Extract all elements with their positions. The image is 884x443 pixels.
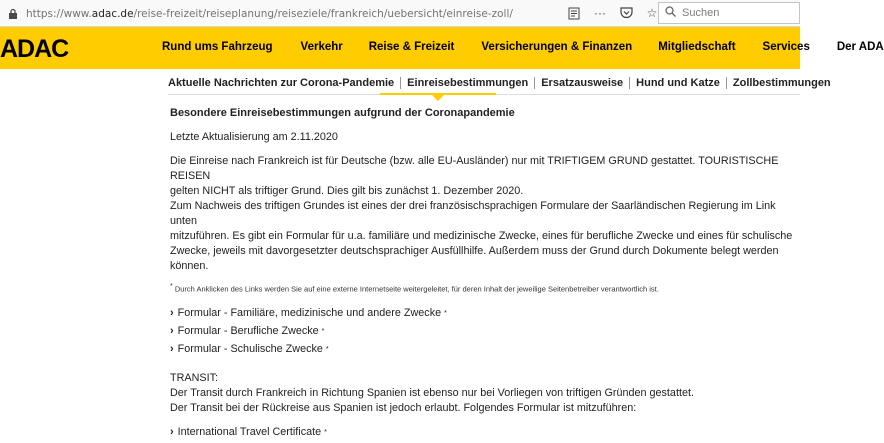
last-update: Letzte Aktualisierung am 2.11.2020 [170, 131, 338, 143]
search-box[interactable] [658, 2, 800, 24]
browser-toolbar [0, 0, 800, 27]
nav-item-services[interactable]: Services [762, 41, 810, 53]
link-form-berufliche[interactable]: › Formular - Berufliche Zwecke * [170, 324, 325, 337]
nav-item-verkehr[interactable]: Verkehr [300, 41, 343, 53]
active-tab-arrow-icon [431, 94, 445, 101]
search-input[interactable] [682, 7, 792, 19]
bookmark-star-icon[interactable]: ☆ [646, 6, 658, 20]
chevron-right-icon: › [170, 342, 174, 355]
chevron-right-icon: › [170, 425, 174, 438]
nav-item-reise-freizeit[interactable]: Reise & Freizeit [368, 41, 455, 53]
transit-text-1: Der Transit durch Frankreich in Richtung Spanien ist ebenso nur bei Vorliegen von triftigen Gründen gestattet. [170, 386, 694, 399]
tab-ersatzausweise[interactable]: Ersatzausweise [535, 77, 630, 89]
reader-view-icon[interactable] [566, 5, 582, 21]
chevron-right-icon: › [170, 324, 174, 337]
sub-nav [168, 74, 837, 92]
transit-heading: TRANSIT: [170, 371, 218, 384]
nav-item-mitgliedschaft[interactable]: Mitgliedschaft [658, 41, 736, 53]
nav-item-versicherungen-finanzen[interactable]: Versicherungen & Finanzen [481, 41, 633, 53]
main-content [170, 104, 795, 443]
section-title: Besondere Einreisebestimmungen aufgrund der Coronapandemie [170, 107, 515, 119]
tab-hund-und-katze[interactable]: Hund und Katze [630, 77, 727, 89]
adac-logo[interactable]: ADAC [0, 35, 69, 63]
main-nav [160, 41, 884, 53]
nav-item-rund-ums-fahrzeug[interactable]: Rund ums Fahrzeug [162, 41, 273, 53]
more-actions-icon[interactable]: ··· [594, 6, 606, 20]
tab-corona-news[interactable]: Aktuelle Nachrichten zur Corona-Pandemie [168, 77, 401, 89]
link-form-schulische[interactable]: › Formular - Schulische Zwecke * [170, 342, 329, 355]
url-text[interactable]: https://www.adac.de/reise-freizeit/reiseplanung/reiseziele/frankreich/uebersicht/einreise-zoll/ [26, 7, 513, 20]
entry-rules-paragraph: Die Einreise nach Frankreich ist für Deutsche (bzw. alle EU-Ausländer) nur mit TRIFTIGEM GRUND gestattet. TOURISTISCHE REISEN gelten NICHT als triftiger Grund. Dies gilt bis zunächst 1. Dezember 2020. Zum Nachweis des triftigen Grundes ist eines der drei französischsprachigen Formulare der Saarländischen Regierung im Link unten mitzuführen. Es gibt ein Formular für u.a. familiäre und medizinische Zwecke, eines für berufliche Zwecke und eines für schulische Zwecke, jeweils mit davorgesetzter deutschsprachiger Ausfüllhilfe. Außerdem muss der Grund durch Dokumente belegt werden können. [170, 155, 793, 272]
nav-item-der-adac[interactable]: Der ADA [836, 41, 884, 53]
external-link-footnote: * Durch Anklicken des Links werden Sie auf eine externe Internetseite weitergeleitet, für deren Inhalt der jeweilige Seitenbetreiber verantwortlich ist. [170, 283, 659, 294]
tab-einreisebestimmungen[interactable]: Einreisebestimmungen [401, 77, 535, 89]
link-international-travel-certificate[interactable]: › International Travel Certificate * [170, 425, 327, 438]
pocket-icon[interactable] [618, 5, 634, 21]
tab-zollbestimmungen[interactable]: Zollbestimmungen [732, 77, 831, 89]
form-links [170, 306, 795, 357]
address-bar[interactable] [6, 3, 646, 24]
chevron-right-icon: › [170, 306, 174, 319]
lock-icon [6, 7, 20, 21]
site-header [0, 27, 884, 69]
transit-text-2: Der Transit bei der Rückreise aus Spanien ist jedoch erlaubt. Folgendes Formular ist mitzuführen: [170, 401, 637, 414]
link-form-familiar[interactable]: › Formular - Familiäre, medizinische und andere Zwecke * [170, 306, 447, 319]
search-icon [665, 6, 676, 20]
